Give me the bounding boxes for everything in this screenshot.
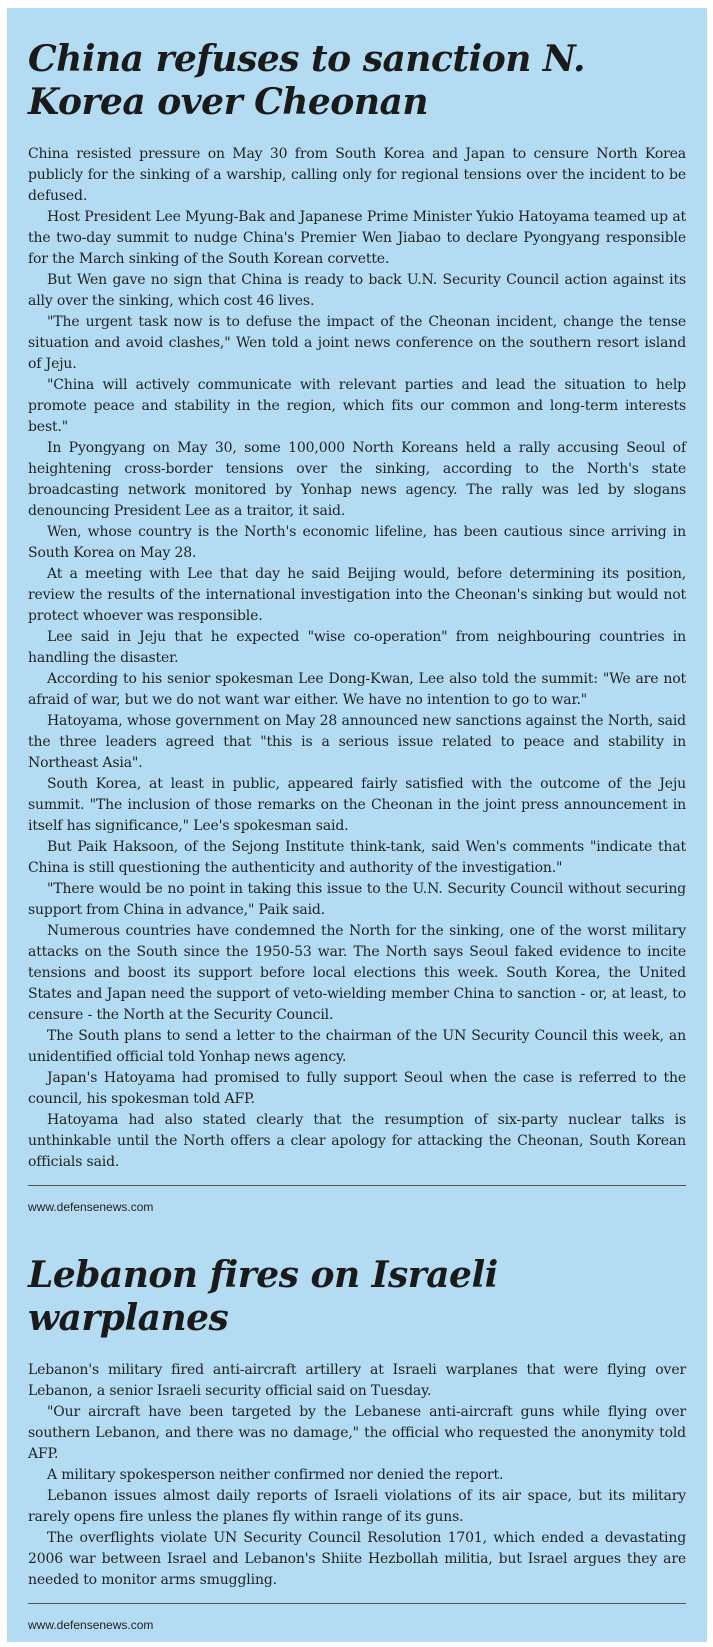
article-headline: Lebanon fires on Israeli warplanes: [28, 1254, 498, 1339]
article-paragraph: The overflights violate UN Security Council Resolution 1701, which ended a devastating 2006 war between Israel and Lebanon's Shiite Hezbollah militia, but Israel argues they are needed to monitor arms smuggling.: [28, 1530, 686, 1588]
article-paragraph: South Korea, at least in public, appeared fairly satisfied with the outcome of the Jeju summit. "The inclusion of those remarks on the Cheonan in the joint press announcement in itself has significance," Lee's spokesman said.: [28, 776, 686, 834]
article-body: [28, 144, 686, 1173]
article-paragraph: Hatoyama had also stated clearly that the resumption of six-party nuclear talks is unthinkable until the North offers a clear apology for attacking the Cheonan, South Korean officials said.: [28, 1112, 686, 1170]
article-paragraph: "There would be no point in taking this issue to the U.N. Security Council without securing support from China in advance," Paik said.: [28, 881, 686, 918]
article-paragraph: A military spokesperson neither confirmed nor denied the report.: [47, 1467, 504, 1483]
article-paragraph: Hatoyama, whose government on May 28 announced new sanctions against the North, said the three leaders agreed that "this is a serious issue related to peace and stability in Northeast Asia".: [28, 713, 686, 771]
article-paragraph: But Wen gave no sign that China is ready to back U.N. Security Council action against its ally over the sinking, which cost 46 lives.: [28, 272, 686, 309]
article-paragraph: But Paik Haksoon, of the Sejong Institute think-tank, said Wen's comments "indicate that China is still questioning the authenticity and authority of the investigation.": [28, 839, 686, 876]
article-paragraph: "Our aircraft have been targeted by the Lebanese anti-aircraft guns while flying over southern Lebanon, and there was no damage," the official who requested the anonymity told AFP.: [28, 1404, 686, 1462]
article-source: www.defensenews.com: [28, 1200, 154, 1214]
article-paragraph: At a meeting with Lee that day he said Beijing would, before determining its position, review the results of the international investigation into the Cheonan's sinking but would not protect whoever was responsible.: [28, 566, 686, 624]
article-paragraph: China resisted pressure on May 30 from South Korea and Japan to censure North Korea publicly for the sinking of a warship, calling only for regional tensions over the incident to be defused.: [28, 146, 686, 204]
article-paragraph: The South plans to send a letter to the chairman of the UN Security Council this week, an unidentified official told Yonhap news agency.: [28, 1028, 686, 1065]
article-lebanon-warplanes: [28, 1254, 686, 1632]
article-headline: China refuses to sanction N. Korea over Cheonan: [28, 38, 586, 123]
article-paragraph: Lebanon issues almost daily reports of Israeli violations of its air space, but its military rarely opens fire unless the planes fly within range of its guns.: [28, 1488, 686, 1525]
article-body: [28, 1360, 686, 1591]
article-divider: [28, 1603, 686, 1604]
article-paragraph: Japan's Hatoyama had promised to fully support Seoul when the case is referred to the council, his spokesman told AFP.: [28, 1070, 686, 1107]
article-source: www.defensenews.com: [28, 1618, 154, 1632]
newspaper-page: [7, 8, 707, 1642]
article-paragraph: Host President Lee Myung-Bak and Japanese Prime Minister Yukio Hatoyama teamed up at the two-day summit to nudge China's Premier Wen Jiabao to declare Pyongyang responsible for the March sinking of the South Korean corvette.: [28, 209, 686, 267]
article-paragraph: Wen, whose country is the North's economic lifeline, has been cautious since arriving in South Korea on May 28.: [28, 524, 686, 561]
article-paragraph: Numerous countries have condemned the North for the sinking, one of the worst military attacks on the South since the 1950-53 war. The North says Seoul faked evidence to incite tensions and boost its support before local elections this week. South Korea, the United States and Japan need the support of veto-wielding member China to sanction - or, at least, to censure - the North at the Security Council.: [28, 923, 686, 1023]
article-china-cheonan: [28, 38, 686, 1214]
article-paragraph: In Pyongyang on May 30, some 100,000 North Koreans held a rally accusing Seoul of heightening cross-border tensions over the sinking, according to the North's state broadcasting network monitored by Yonhap news agency. The rally was led by slogans denouncing President Lee as a traitor, it said.: [28, 440, 686, 519]
article-paragraph: Lee said in Jeju that he expected "wise co-operation" from neighbouring countries in handling the disaster.: [28, 629, 686, 666]
article-paragraph: Lebanon's military fired anti-aircraft artillery at Israeli warplanes that were flying over Lebanon, a senior Israeli security official said on Tuesday.: [28, 1362, 686, 1399]
article-divider: [28, 1185, 686, 1186]
article-paragraph: "The urgent task now is to defuse the impact of the Cheonan incident, change the tense situation and avoid clashes," Wen told a joint news conference on the southern resort island of Jeju.: [28, 314, 686, 372]
article-paragraph: "China will actively communicate with relevant parties and lead the situation to help promote peace and stability in the region, which fits our common and long-term interests best.": [28, 377, 686, 435]
article-paragraph: According to his senior spokesman Lee Dong-Kwan, Lee also told the summit: "We are not afraid of war, but we do not want war either. We have no intention to go to war.": [28, 671, 686, 708]
